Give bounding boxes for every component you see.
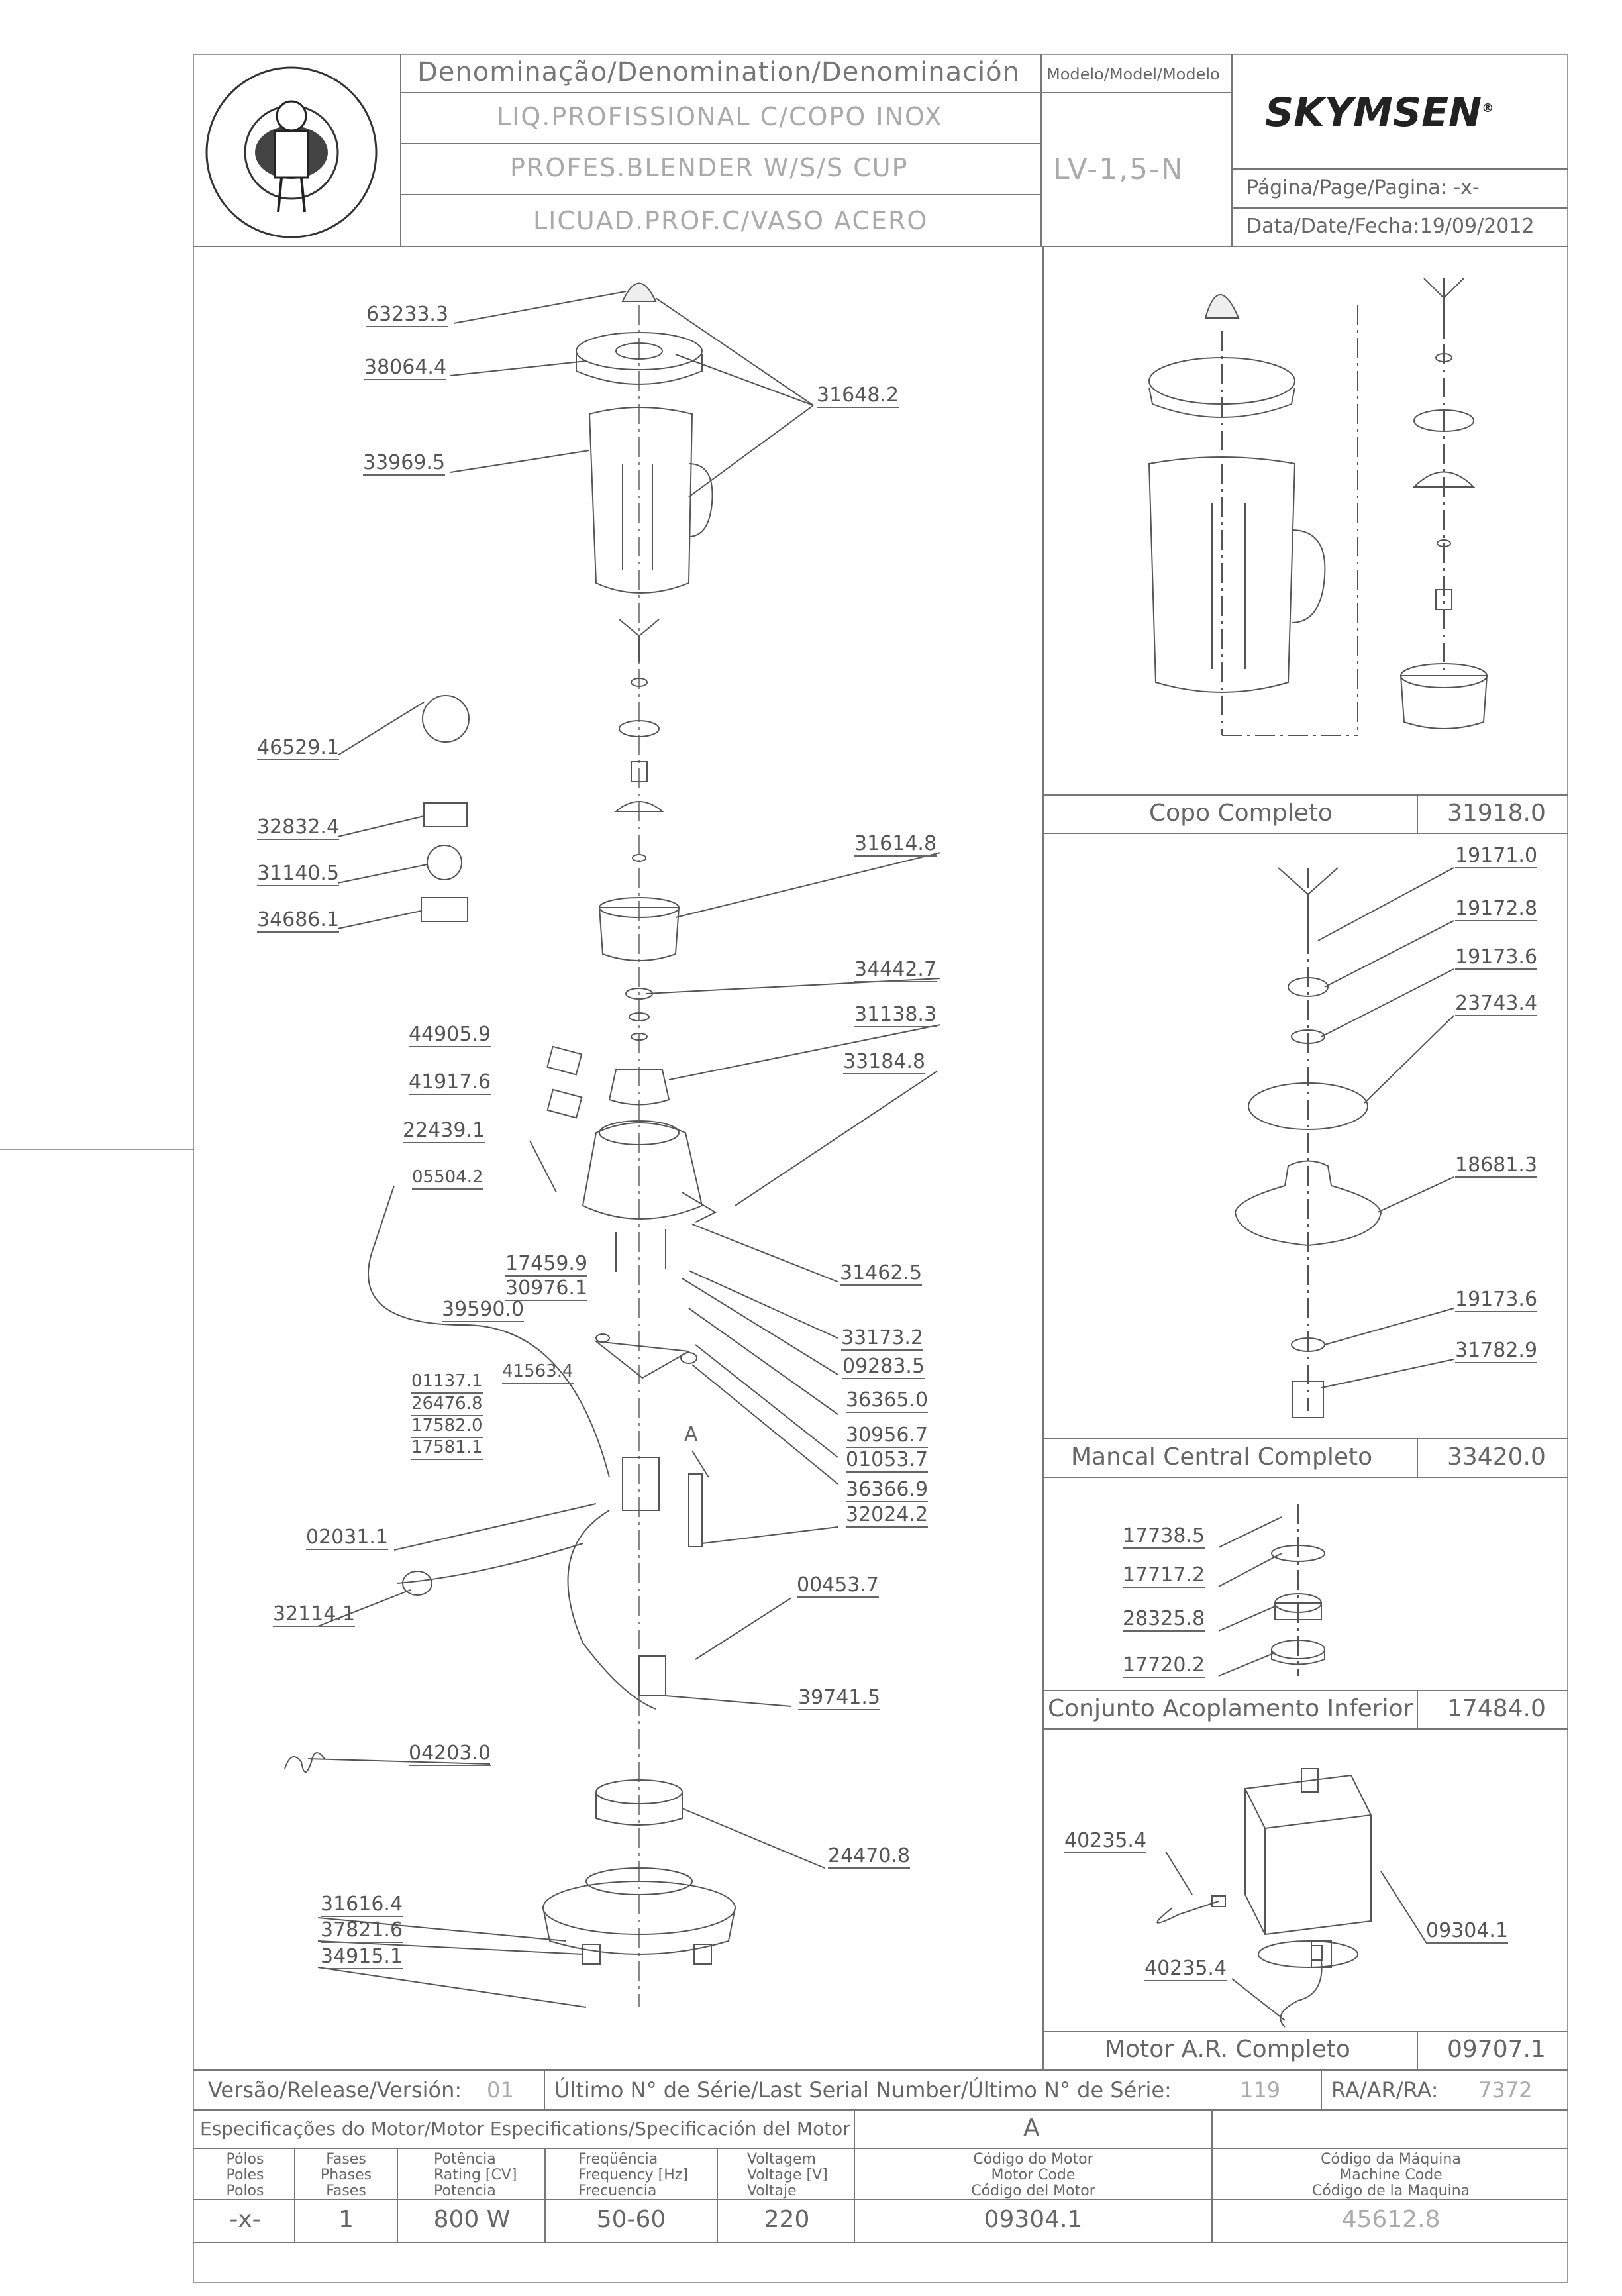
part-number-label: 17720.2	[1123, 1653, 1205, 1677]
part-number-label: 41917.6	[409, 1070, 491, 1094]
part-number-label: 19172.8	[1455, 897, 1538, 920]
date-label: Data/Date/Fecha:	[1246, 215, 1420, 238]
serial-value: 119	[1240, 2077, 1281, 2103]
subassembly-code: 17484.0	[1447, 1695, 1546, 1722]
subassembly-code: 33420.0	[1447, 1443, 1546, 1471]
part-number-label: 22439.1	[403, 1119, 485, 1142]
denomination-title: Denominação/Denomination/Denominación	[417, 57, 1021, 87]
subassembly-code: 31918.0	[1447, 800, 1546, 827]
spec-label: Polos	[226, 2183, 264, 2199]
serial-label: Último N° de Série/Last Serial Number/Último N° de Série:	[554, 2077, 1172, 2103]
main-leader-lines	[308, 291, 940, 2007]
spec-label: Poles	[226, 2167, 264, 2183]
motor-spec-marker: A	[1023, 2114, 1040, 2142]
spec-value-rating: 800 W	[433, 2206, 511, 2233]
part-number-label: 18681.3	[1455, 1153, 1538, 1176]
product-name-en: PROFES.BLENDER W/S/S CUP	[510, 153, 909, 182]
part-number-label: 02031.1	[306, 1526, 389, 1549]
part-number-label: 17738.5	[1123, 1524, 1205, 1547]
ra-label: RA/AR/RA:	[1331, 2077, 1439, 2103]
subassembly-title: Motor A.R. Completo	[1105, 2036, 1350, 2063]
part-number-label: 30976.1	[505, 1277, 588, 1300]
part-number-label: 19173.6	[1455, 1288, 1538, 1311]
part-number-label: 01053.7	[846, 1448, 929, 1471]
spec-label: Pólos	[226, 2151, 264, 2167]
date-value: 19/09/2012	[1419, 215, 1535, 238]
spec-label: Código da Máquina	[1321, 2151, 1461, 2167]
spec-col-machine-code	[1215, 2152, 1566, 2199]
part-number-label: 32024.2	[846, 1503, 929, 1526]
version-value: 01	[487, 2077, 514, 2103]
spec-label: Motor Code	[991, 2167, 1076, 2183]
spec-value-motor-code: 09304.1	[984, 2206, 1083, 2233]
brand-logo	[1265, 89, 1494, 136]
model-label: Modelo/Model/Modelo	[1046, 65, 1220, 83]
spec-col-frequency	[548, 2152, 714, 2199]
part-number-label: 39590.0	[442, 1298, 525, 1321]
spec-label: Voltage [V]	[747, 2167, 828, 2183]
part-number-label: 63233.3	[366, 303, 449, 326]
part-number-label: 23743.4	[1455, 992, 1538, 1015]
motor-leader-lines	[1166, 1852, 1427, 2020]
spec-label: Código do Motor	[973, 2151, 1093, 2167]
part-number-label: 31140.5	[257, 862, 340, 885]
acoplamento-inferior-view	[1272, 1504, 1325, 1676]
page-field	[1246, 176, 1480, 199]
part-number-label: 38064.4	[364, 356, 447, 379]
part-number-label: 40235.4	[1144, 1957, 1227, 1980]
spec-label: Código del Motor	[971, 2183, 1095, 2199]
motor-marker-callout: A	[684, 1423, 698, 1446]
part-number-label: 17581.1	[411, 1436, 483, 1460]
date-field	[1246, 215, 1535, 238]
spec-value-frequency: 50-60	[596, 2206, 666, 2233]
part-number-label: 19173.6	[1455, 945, 1538, 968]
spec-label: Frequency [Hz]	[578, 2167, 688, 2183]
part-number-label: 34686.1	[257, 908, 340, 931]
part-number-label: 24470.8	[828, 1844, 911, 1867]
part-number-label: 32114.1	[273, 1602, 356, 1626]
brand-name: SKYMSEN	[1265, 89, 1482, 136]
part-number-label: 36366.9	[846, 1478, 929, 1501]
assistencia-tecnica-seal	[207, 68, 376, 237]
spec-col-phases	[298, 2152, 394, 2199]
part-number-label: 26476.8	[411, 1392, 483, 1416]
spec-label: Frecuencia	[578, 2183, 657, 2199]
part-number-label: 05504.2	[412, 1166, 483, 1190]
spec-value-poles: -x-	[229, 2206, 261, 2233]
part-number-label: 09304.1	[1426, 1919, 1509, 1942]
part-number-label: 32832.4	[257, 815, 340, 839]
spec-col-rating	[401, 2152, 543, 2199]
spec-value-machine-code: 45612.8	[1341, 2206, 1441, 2233]
spec-label: Phases	[320, 2167, 372, 2183]
part-number-label: 17717.2	[1123, 1563, 1205, 1587]
part-number-label: 37821.6	[321, 1918, 403, 1942]
part-number-label: 00453.7	[797, 1573, 880, 1596]
part-number-label: 30956.7	[846, 1424, 929, 1447]
part-number-label: 36365.0	[846, 1388, 929, 1412]
version-label: Versão/Release/Versión:	[208, 2077, 462, 2103]
part-number-label: 19171.0	[1455, 844, 1538, 867]
copo-completo-view	[1149, 278, 1487, 735]
part-number-label: 17459.9	[505, 1252, 588, 1275]
part-number-label: 31614.8	[854, 832, 937, 855]
model-value: LV-1,5-N	[1053, 152, 1184, 186]
main-exploded-view	[285, 284, 735, 1965]
spec-col-voltage	[721, 2152, 853, 2199]
part-number-label: 34442.7	[854, 958, 937, 981]
part-number-label: 33184.8	[843, 1050, 926, 1073]
part-number-label: 40235.4	[1064, 1829, 1147, 1852]
subassembly-title: Mancal Central Completo	[1071, 1443, 1373, 1471]
part-number-label: 31782.9	[1455, 1339, 1538, 1362]
spec-col-poles	[199, 2152, 291, 2199]
part-number-label: 01137.1	[411, 1370, 483, 1394]
mancal-leader-lines	[1318, 868, 1454, 1388]
page-value: -x-	[1453, 176, 1480, 199]
spec-label: Machine Code	[1339, 2167, 1443, 2183]
ra-value: 7372	[1478, 2077, 1533, 2103]
subassembly-code: 09707.1	[1447, 2036, 1546, 2063]
motor-spec-label: Especificações do Motor/Motor Especifications/Specificación del Motor	[200, 2118, 850, 2140]
spec-col-motor-code	[858, 2152, 1209, 2199]
part-number-label: 17582.0	[411, 1414, 483, 1438]
spec-label: Fases	[326, 2151, 366, 2167]
spec-label: Código de la Maquina	[1311, 2183, 1470, 2199]
part-number-label: 46529.1	[257, 736, 340, 759]
part-number-label: 09283.5	[842, 1355, 925, 1378]
spec-label: Voltagem	[747, 2151, 816, 2167]
part-number-label: 28325.8	[1123, 1607, 1205, 1630]
part-number-label: 39741.5	[798, 1686, 881, 1709]
spec-label: Voltaje	[747, 2183, 797, 2199]
product-name-es: LICUAD.PROF.C/VASO ACERO	[533, 206, 929, 235]
brand-registered-mark: ®	[1482, 101, 1494, 115]
part-number-label: 41563.4	[502, 1360, 574, 1384]
spec-value-phases: 1	[338, 2206, 354, 2233]
spec-label: Rating [CV]	[434, 2167, 517, 2183]
part-number-label: 31648.2	[817, 384, 899, 407]
spec-value-voltage: 220	[764, 2206, 810, 2233]
page-label: Página/Page/Pagina:	[1246, 176, 1447, 199]
part-number-label: 31138.3	[854, 1003, 937, 1026]
spec-label: Potencia	[434, 2183, 496, 2199]
part-number-label: 04203.0	[409, 1742, 491, 1765]
spec-label: Fases	[326, 2183, 366, 2199]
product-name-pt: LIQ.PROFISSIONAL C/COPO INOX	[497, 102, 943, 131]
subassembly-title: Conjunto Acoplamento Inferior	[1048, 1695, 1413, 1722]
part-number-label: 31462.5	[840, 1261, 923, 1284]
spec-label: Freqüência	[578, 2151, 658, 2167]
spec-label: Potência	[434, 2151, 496, 2167]
motor-view	[1157, 1769, 1371, 2027]
part-number-label: 33173.2	[841, 1326, 924, 1349]
subassembly-title: Copo Completo	[1149, 800, 1333, 827]
part-number-label: 31616.4	[321, 1893, 403, 1916]
part-number-label: 34915.1	[321, 1945, 403, 1968]
part-number-label: 44905.9	[409, 1023, 491, 1046]
part-number-label: 33969.5	[363, 451, 446, 474]
